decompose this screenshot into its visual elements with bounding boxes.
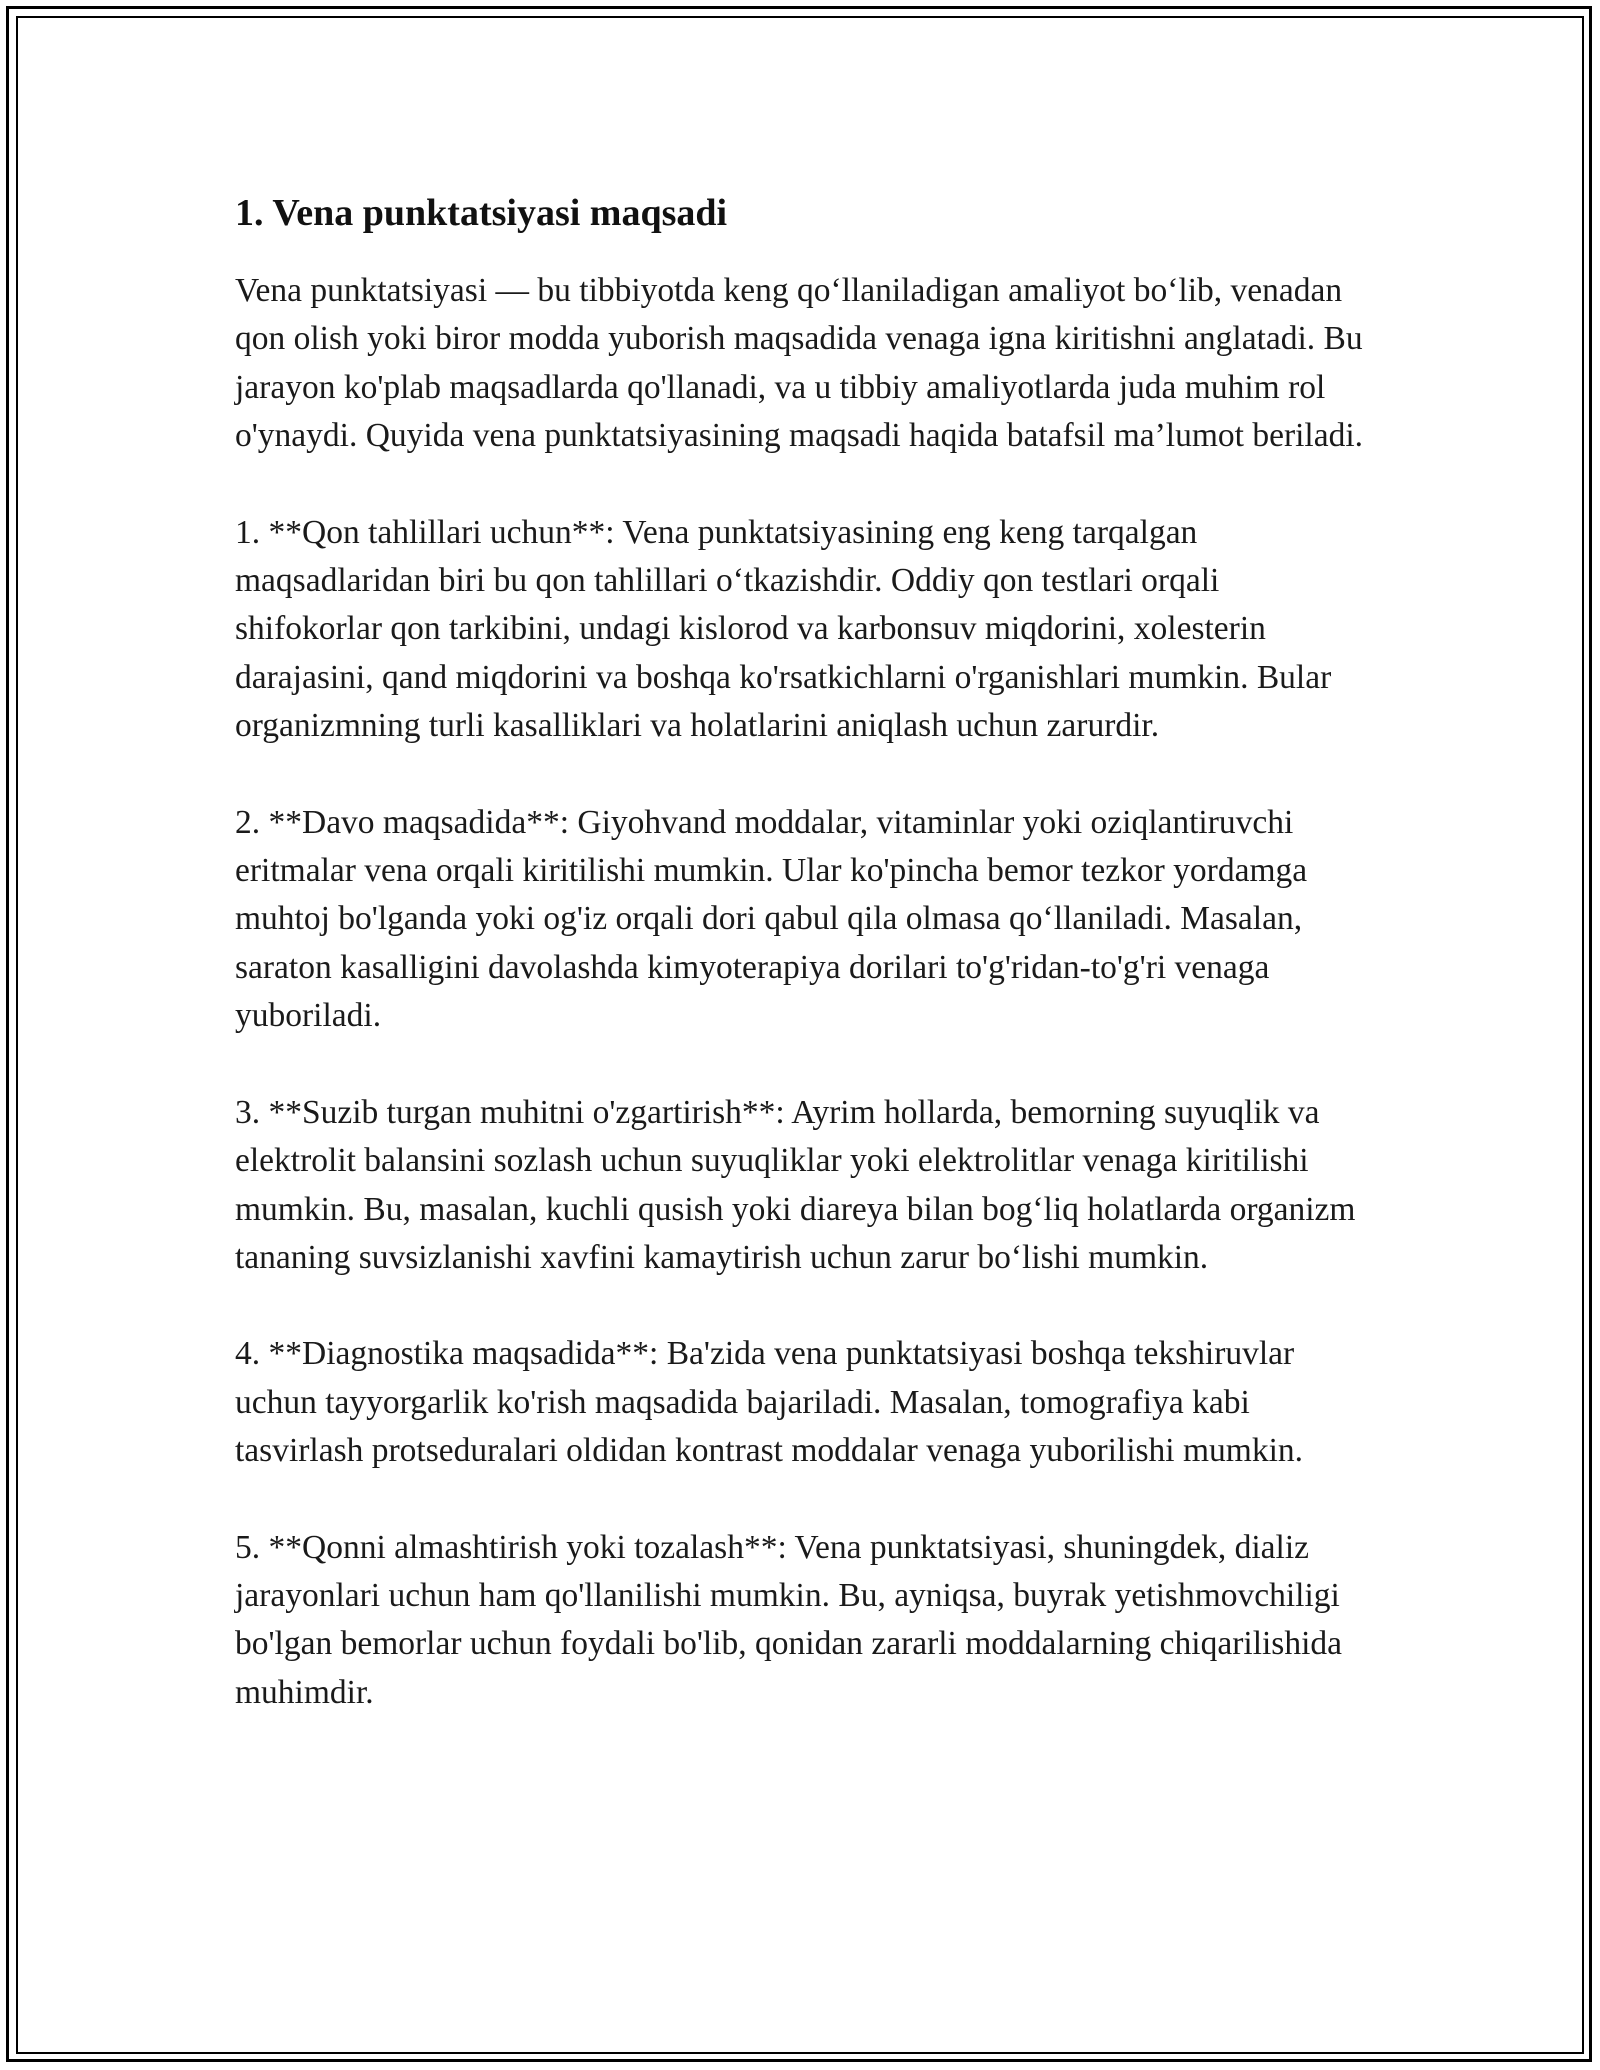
list-item-treatment: 2. **Davo maqsadida**: Giyohvand moddalar, vitaminlar yoki oziqlantiruvchi eritmalar vena orqali kiritilishi mumkin. Ular ko'pincha bemor tezkor yordamga muhtoj bo'lganda yoki og'iz orqali dori qabul qila olmasa qo‘llaniladi. Masalan, saraton kasalligini davolashda kimyoterapiya dorilari to'g'ridan-to'g'ri venaga yuboriladi. bbox=[235, 803, 1308, 1035]
intro-paragraph: Vena punktatsiyasi — bu tibbiyotda keng qo‘llaniladigan amaliyot bo‘lib, venadan qon olish yoki biror modda yuborish maqsadida venaga igna kiritishni anglatadi. Bu jarayon ko'plab maqsadlarda qo'llanadi, va u tibbiy amaliyotlarda juda muhim rol o'ynaydi. Quyida vena punktatsiyasining maqsadi haqida batafsil ma’lumot beriladi. bbox=[235, 272, 1364, 455]
list-item-blood-tests: 1. **Qon tahlillari uchun**: Vena punktatsiyasining eng keng tarqalgan maqsadlaridan biri bu qon tahlillari o‘tkazishdir. Oddiy qon testlari orqali shifokorlar qon tarkibini, undagi kislorod va karbonsuv miqdorini, xolesterin darajasini, qand miqdorini va boshqa ko'rsatkichlarni o'rganishlari mumkin. Bular organizmning turli kasalliklari va holatlarini aniqlash uchun zarurdir. bbox=[235, 513, 1332, 745]
document-body bbox=[235, 185, 1370, 1765]
section-heading: 1. Vena punktatsiyasi maqsadi bbox=[235, 192, 728, 234]
list-item-fluid-balance: 3. **Suzib turgan muhitni o'zgartirish**: Ayrim hollarda, bemorning suyuqlik va elektrolit balansini sozlash uchun suyuqliklar yoki elektrolitlar venaga kiritilishi mumkin. Bu, masalan, kuchli qusish yoki diareya bilan bog‘liq holatlarda organizm tananing suvsizlanishi xavfini kamaytirish uchun zarur bo‘lishi mumkin. bbox=[235, 1093, 1356, 1276]
list-item-diagnostics: 4. **Diagnostika maqsadida**: Ba'zida vena punktatsiyasi boshqa tekshiruvlar uchun tayyorgarlik ko'rish maqsadida bajariladi. Masalan, tomografiya kabi tasvirlash protseduralari oldidan kontrast moddalar venaga yuborilishi mumkin. bbox=[235, 1335, 1304, 1470]
list-item-dialysis: 5. **Qonni almashtirish yoki tozalash**: Vena punktatsiyasi, shuningdek, dializ jarayonlari uchun ham qo'llanilishi mumkin. Bu, ayniqsa, buyrak yetishmovchiligi bo'lgan bemorlar uchun foydali bo'lib, qonidan zararli moddalarning chiqarilishida muhimdir. bbox=[235, 1528, 1343, 1711]
